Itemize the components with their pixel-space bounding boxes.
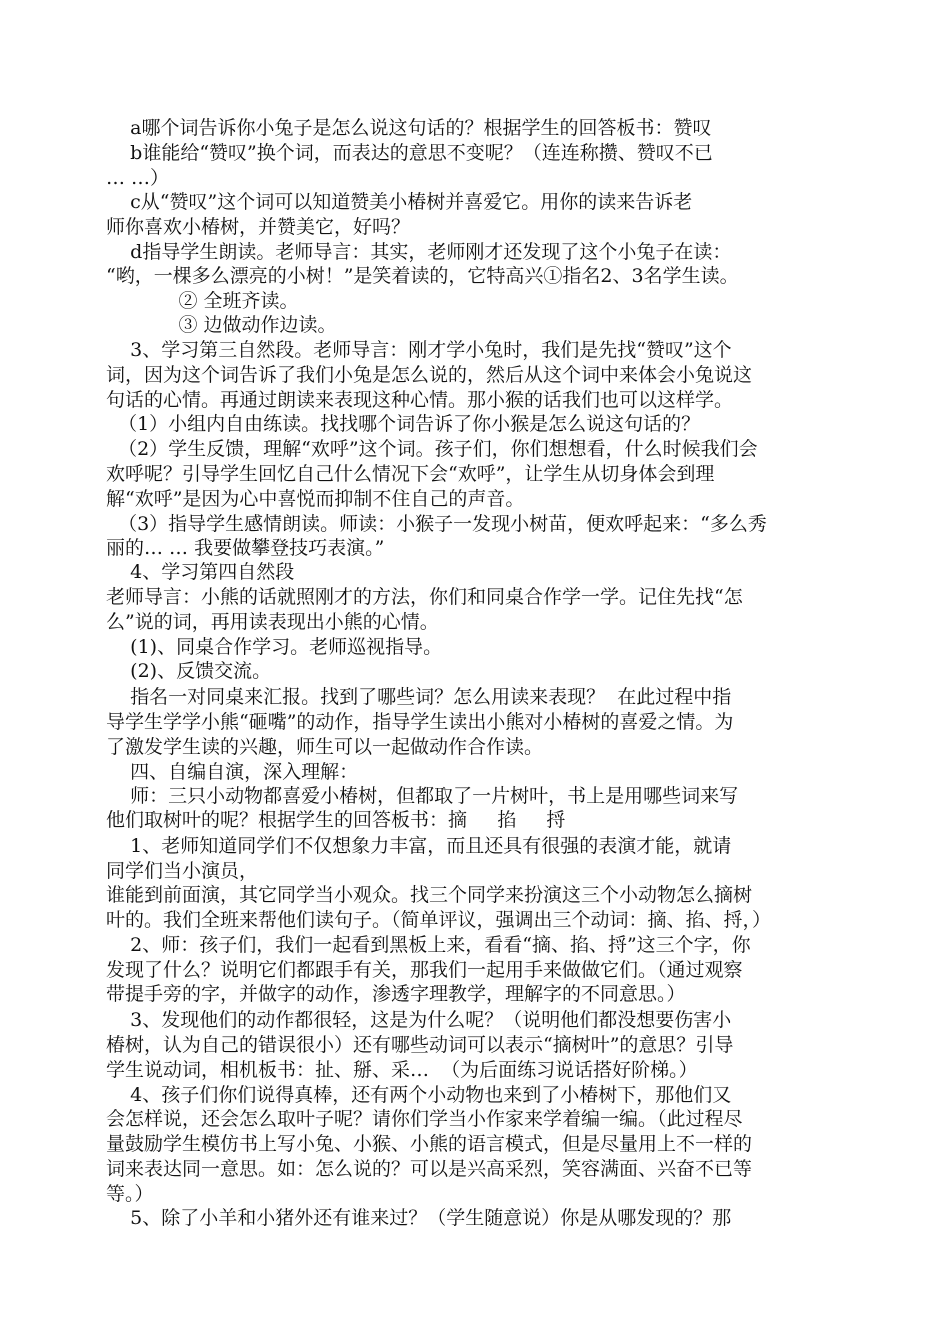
- text-line: c从“赞叹”这个词可以知道赞美小椿树并喜爱它。用你的读来告诉老: [106, 191, 693, 213]
- text-line: 词来表达同一意思。如：怎么说的？可以是兴高采烈，笑容满面、兴奋不已等: [106, 1158, 753, 1180]
- text-line: a哪个词告诉你小兔子是怎么说这句话的？根据学生的回答板书：赞叹: [106, 117, 712, 139]
- text-line: 他们取树叶的呢？根据学生的回答板书：摘 掐 捋: [106, 809, 566, 831]
- text-line: （3）指导学生感情朗读。师读：小猴子一发现小树苗，便欢呼起来：“多么秀: [106, 513, 767, 535]
- text-line: “哟，一棵多么漂亮的小树！”是笑着读的，它特高兴①指名2、3名学生读。: [106, 265, 739, 287]
- text-line: 3、学习第三自然段。老师导言：刚才学小兔时，我们是先找“赞叹”这个: [106, 339, 732, 361]
- text-line: 量鼓励学生模仿书上写小兔、小猴、小熊的语言模式，但是尽量用上不一样的: [106, 1133, 753, 1155]
- text-line: 带提手旁的字，并做字的动作，渗透字理教学，理解字的不同意思。）: [106, 983, 686, 1005]
- text-line: 师：三只小动物都喜爱小椿树，但都取了一片树叶，书上是用哪些词来写: [106, 785, 739, 807]
- text-line: ② 全班齐读。: [106, 290, 299, 312]
- text-line: 导学生学学小熊“砸嘴”的动作，指导学生读出小熊对小椿树的喜爱之情。为: [106, 711, 734, 733]
- text-line: 等。）: [106, 1183, 154, 1205]
- text-line: 3、发现他们的动作都很轻，这是为什么呢？（说明他们都没想要伤害小: [106, 1009, 732, 1031]
- text-line: 欢呼呢？引导学生回忆自己什么情况下会“欢呼”，让学生从切身体会到理: [106, 463, 715, 485]
- text-line: (1)、同桌合作学习。老师巡视指导。: [106, 636, 443, 658]
- text-line: 发现了什么？说明它们都跟手有关，那我们一起用手来做做它们。（通过观察: [106, 959, 743, 981]
- text-line: 4、孩子们你们说得真棒，还有两个小动物也来到了小椿树下，那他们又: [106, 1084, 732, 1106]
- text-line: b谁能给“赞叹”换个词，而表达的意思不变呢？（连连称攒、赞叹不已: [106, 142, 713, 164]
- text-line: 2、师：孩子们，我们一起看到黑板上来，看看“摘、掐、捋”这三个字，你: [106, 934, 751, 956]
- text-line: （1）小组内自由练读。找找哪个词告诉了你小猴是怎么说这句话的？: [106, 413, 701, 435]
- text-line: 椿树，认为自己的错误很小）还有哪些动词可以表示“摘树叶”的意思？引导: [106, 1034, 734, 1056]
- text-line: (2)、反馈交流。: [106, 660, 272, 682]
- text-line: ③ 边做动作边读。: [106, 314, 337, 336]
- text-line: … …）: [106, 167, 170, 189]
- text-line: d指导学生朗读。老师导言：其实，老师刚才还发现了这个小兔子在读：: [106, 241, 732, 263]
- text-line: 四、自编自演，深入理解：: [106, 761, 359, 783]
- text-line: 句话的心情。再通过朗读来表现这种心情。那小猴的话我们也可以这样学。: [106, 389, 734, 411]
- text-line: 学生说动词，相机板书：扯、掰、采… （为后面练习说话搭好阶梯。）: [106, 1059, 698, 1081]
- text-line: （2）学生反馈，理解“欢呼”这个词。孩子们，你们想想看，什么时候我们会: [106, 438, 758, 460]
- text-line: 5、除了小羊和小猪外还有谁来过？（学生随意说）你是从哪发现的？那: [106, 1207, 732, 1229]
- text-line: 叶的。我们全班来帮他们读句子。（简单评议，强调出三个动词：摘、掐、捋，）: [106, 909, 772, 931]
- text-line: 同学们当小演员，: [106, 860, 259, 882]
- text-line: 4、学习第四自然段: [106, 561, 295, 583]
- text-line: 老师导言：小熊的话就照刚才的方法，你们和同桌合作学一学。记住先找“怎: [106, 586, 743, 608]
- text-line: 师你喜欢小椿树，并赞美它，好吗？: [106, 216, 411, 238]
- text-line: 么”说的词，再用读表现出小熊的心情。: [106, 611, 439, 633]
- text-line: 丽的… … 我要做攀登技巧表演。”: [106, 537, 385, 559]
- text-line: 谁能到前面演，其它同学当小观众。找三个同学来扮演这三个小动物怎么摘树: [106, 884, 753, 906]
- text-line: 1、老师知道同学们不仅想象力丰富，而且还具有很强的表演才能，就请: [106, 835, 732, 857]
- text-line: 会怎样说，还会怎么取叶子呢？请你们学当小作家来学着编一编。（此过程尽: [106, 1108, 743, 1130]
- text-line: 词，因为这个词告诉了我们小兔是怎么说的，然后从这个词中来体会小兔说这: [106, 364, 753, 386]
- text-line: 解“欢呼”是因为心中喜悦而抑制不住自己的声音。: [106, 488, 525, 510]
- text-line: 指名一对同桌来汇报。找到了哪些词？怎么用读来表现？ 在此过程中指: [106, 686, 732, 708]
- text-line: 了激发学生读的兴趣，师生可以一起做动作合作读。: [106, 736, 544, 758]
